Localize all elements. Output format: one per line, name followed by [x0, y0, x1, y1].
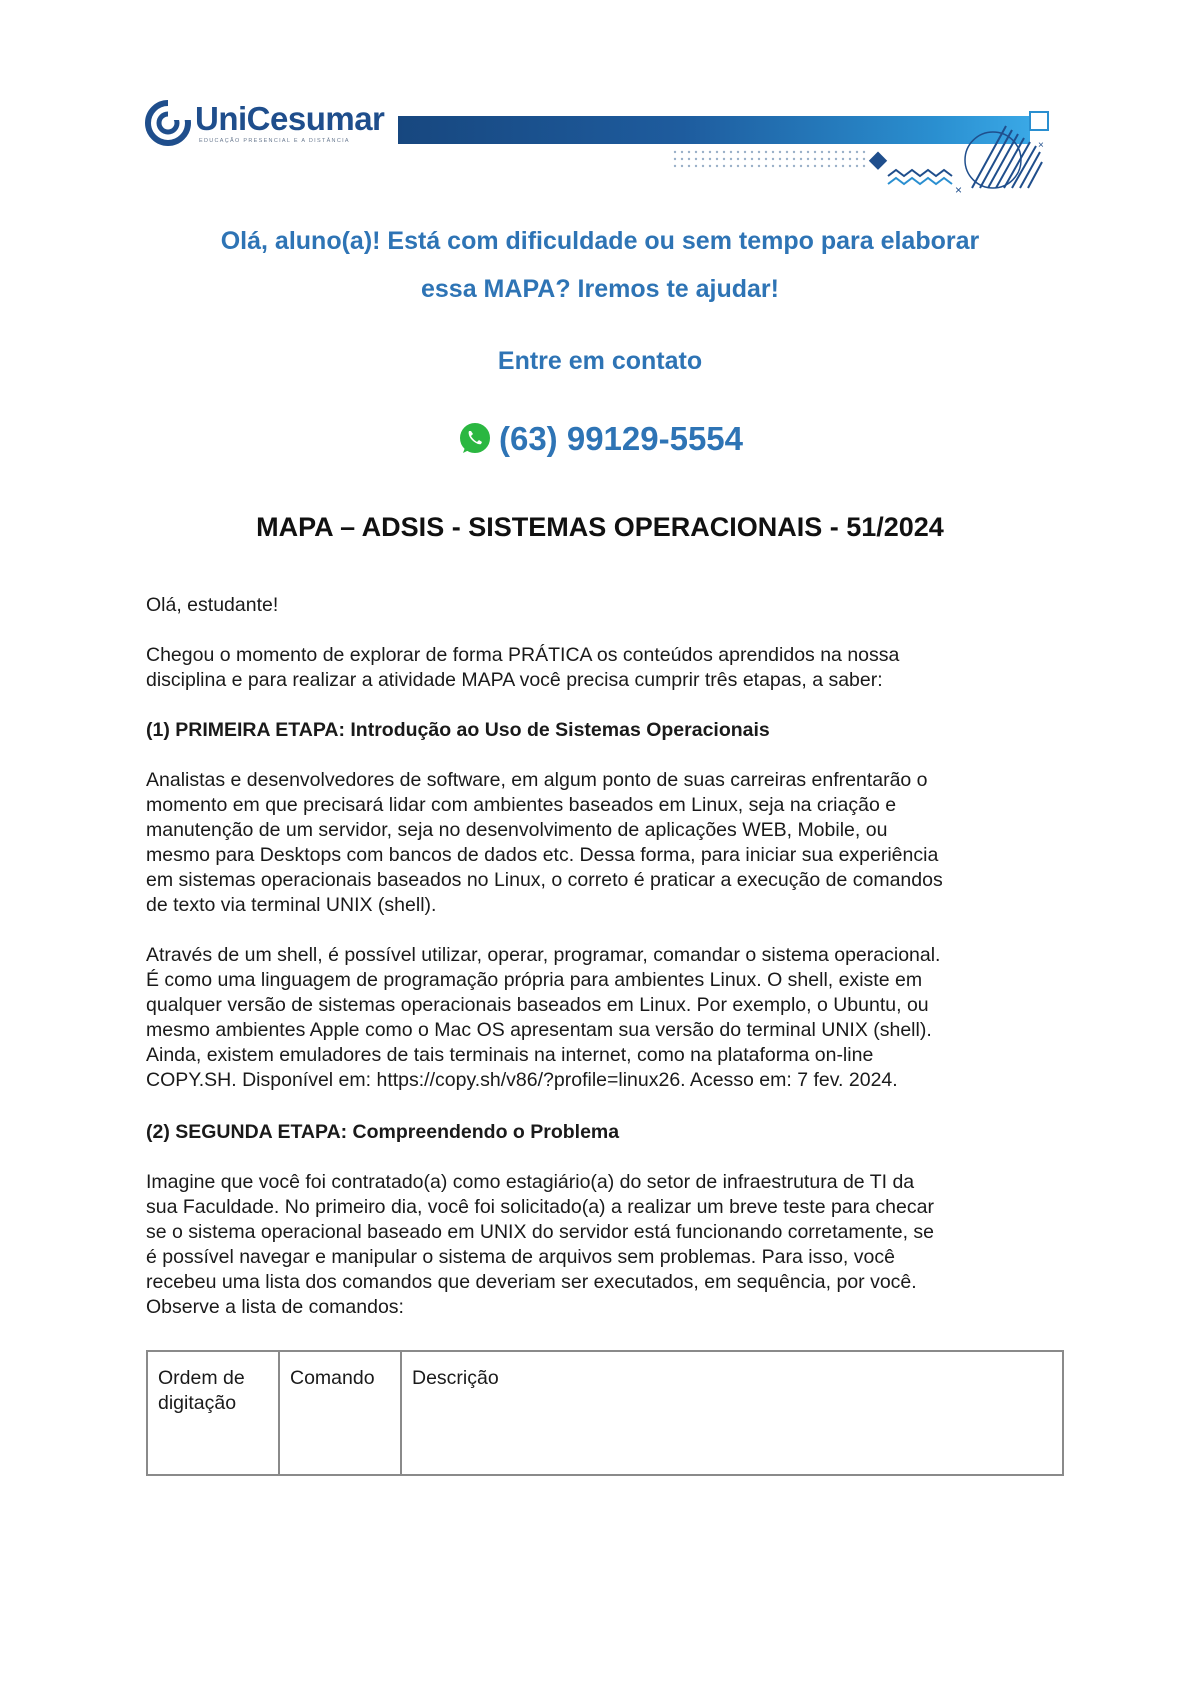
text-line: em sistemas operacionais baseados no Linux, o correto é praticar a execução de comandos: [146, 869, 943, 891]
text-line: sua Faculdade. No primeiro dia, você foi solicitado(a) a realizar um breve teste para checar: [146, 1196, 934, 1218]
step1-heading: (1) PRIMEIRA ETAPA: Introdução ao Uso de Sistemas Operacionais: [146, 719, 770, 741]
text-line: se o sistema operacional baseado em UNIX do servidor está funcionando corretamente, se: [146, 1221, 935, 1243]
text-line: Chegou o momento de explorar de forma PRÁTICA os conteúdos aprendidos na nossa: [146, 644, 900, 666]
page-header: [0, 0, 1200, 210]
text-line: COPY.SH. Disponível em: https://copy.sh/v86/?profile=linux26. Acesso em: 7 fev. 2024.: [146, 1069, 898, 1091]
greeting: [146, 593, 1066, 618]
promo-line-1: Olá, aluno(a)! Está com dificuldade ou sem tempo para elaborar: [220, 227, 980, 255]
intro-paragraph: [146, 643, 1066, 693]
step1-paragraph-2: [146, 943, 1066, 1093]
step2-heading: (2) SEGUNDA ETAPA: Compreendendo o Problema: [146, 1121, 620, 1143]
header-cell-description: Descrição: [401, 1351, 1063, 1475]
text-line: Através de um shell, é possível utilizar, operar, programar, comandar o sistema operacional.: [146, 944, 941, 966]
text-line: É como uma linguagem de programação própria para ambientes Linux. O shell, existe em: [146, 969, 923, 991]
text-line: qualquer versão de sistemas operacionais baseados em Linux. Por exemplo, o Ubuntu, ou: [146, 994, 929, 1016]
svg-text:×: ×: [955, 183, 963, 197]
text-line: recebeu uma lista dos comandos que deveriam ser executados, em sequência, por você.: [146, 1271, 917, 1293]
text-line: Analistas e desenvolvedores de software, em algum ponto de suas carreiras enfrentarão o: [146, 769, 928, 791]
unicesumar-logo: [145, 100, 385, 150]
document-title: MAPA – ADSIS - SISTEMAS OPERACIONAIS - 51/2024: [256, 512, 944, 542]
header-order-line-2: digitação: [158, 1392, 237, 1414]
logo-mark-icon: [145, 100, 191, 146]
promo-line-2: essa MAPA? Iremos te ajudar!: [421, 275, 779, 303]
text-line: de texto via terminal UNIX (shell).: [146, 894, 437, 916]
greeting-text: Olá, estudante!: [146, 594, 279, 616]
header-cell-command: Comando: [279, 1351, 401, 1475]
text-line: Observe a lista de comandos:: [146, 1296, 404, 1318]
phone-number[interactable]: (63) 99129-5554: [498, 420, 744, 457]
text-line: manutenção de um servidor, seja no desenvolvimento de aplicações WEB, Mobile, ou: [146, 819, 888, 841]
text-line: Imagine que você foi contratado(a) como estagiário(a) do setor de infraestrutura de TI da: [146, 1171, 915, 1193]
decorative-pattern-icon: [660, 108, 1060, 203]
table-header-row: [147, 1351, 1063, 1475]
text-line: é possível navegar e manipular o sistema de arquivos sem problemas. Para isso, você: [146, 1246, 895, 1268]
header-cell-order: [147, 1351, 279, 1475]
brand-name: UniCesumar: [195, 100, 385, 137]
text-line: disciplina e para realizar a atividade MAPA você precisa cumprir três etapas, a saber:: [146, 669, 883, 691]
step1-paragraph-1: [146, 768, 1066, 918]
brand-tagline: EDUCAÇÃO PRESENCIAL E A DISTÂNCIA: [199, 138, 350, 144]
whatsapp-icon: [457, 420, 493, 456]
text-line: momento em que precisará lidar com ambientes baseados em Linux, seja na criação e: [146, 794, 897, 816]
commands-table: [146, 1350, 1064, 1476]
phone-contact[interactable]: [0, 420, 1200, 458]
contact-label: Entre em contato: [497, 347, 703, 375]
step2-paragraph-1: [146, 1170, 1066, 1320]
header-order-line-1: Ordem de: [158, 1367, 245, 1389]
text-line: mesmo para Desktops com bancos de dados etc. Dessa forma, para iniciar sua experiência: [146, 844, 939, 866]
text-line: mesmo ambientes Apple como o Mac OS apresentam sua versão do terminal UNIX (shell).: [146, 1019, 932, 1041]
svg-text:×: ×: [1038, 140, 1044, 151]
text-line: Ainda, existem emuladores de tais terminais na internet, como na plataforma on-line: [146, 1044, 874, 1066]
